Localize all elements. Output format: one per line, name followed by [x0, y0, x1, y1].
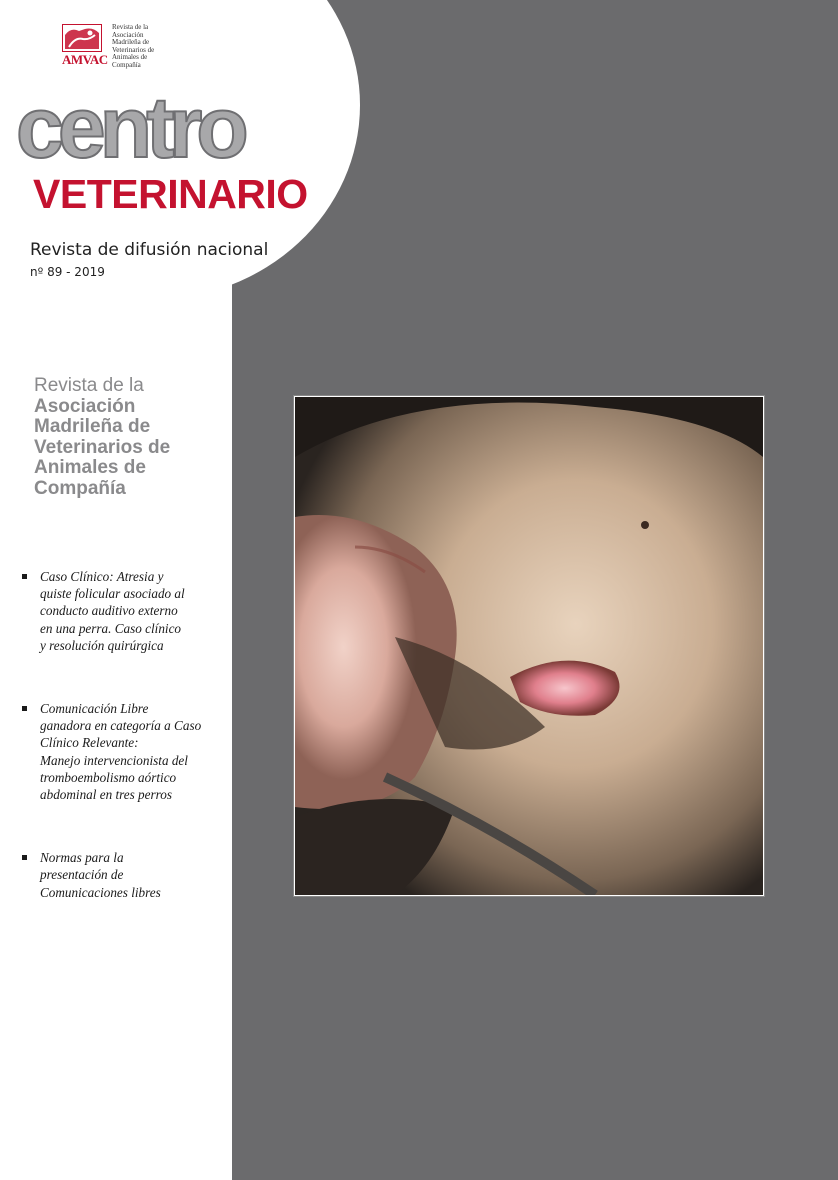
- amvac-logo-text: [112, 24, 182, 69]
- article-list: [22, 568, 232, 901]
- article-line: en una perra. Caso clínico: [40, 620, 182, 636]
- masthead-centro: centro: [16, 80, 243, 176]
- bullet-icon: [22, 855, 27, 860]
- amvac-logo: [62, 24, 172, 68]
- publisher-name-line: Asociación: [34, 395, 136, 417]
- amvac-logo-line: Madrileña de: [112, 38, 150, 46]
- article-line: ganadora en categoría a Caso: [40, 718, 202, 734]
- amvac-logo-line: Asociación: [112, 30, 144, 39]
- article-item: [22, 700, 232, 803]
- bullet-icon: [22, 706, 27, 711]
- publisher-intro: Revista de la: [34, 375, 144, 396]
- amvac-logo-line: Compañía: [112, 60, 141, 69]
- amvac-logo-line: Veterinarios de: [112, 45, 155, 54]
- article-line: Clínico Relevante:: [40, 735, 139, 751]
- bullet-icon: [22, 574, 27, 579]
- article-line: y resolución quirúrgica: [40, 637, 164, 653]
- issue-number: nº 89 - 2019: [30, 265, 105, 279]
- article-item: [22, 568, 232, 654]
- article-line: Manejo intervencionista del: [40, 752, 188, 768]
- article-line: presentación de: [40, 867, 124, 883]
- article-line: Comunicaciones libres: [40, 884, 161, 900]
- amvac-logo-line: Animales de: [112, 53, 148, 61]
- publisher-name-line: Madrileña de: [34, 416, 151, 437]
- article-line: quiste folicular asociado al: [40, 586, 185, 602]
- article-line: abdominal en tres perros: [40, 787, 172, 803]
- ear-canal-photo-icon: [295, 397, 763, 895]
- publisher-name-line: Veterinarios de: [34, 436, 171, 458]
- publisher-name-line: Compañía: [34, 477, 126, 499]
- publisher-name-line: Animales de: [34, 457, 146, 478]
- amvac-emblem-icon: [62, 24, 102, 52]
- article-line: conducto auditivo externo: [40, 603, 178, 619]
- cover-photo: [294, 396, 764, 896]
- publisher-block: [34, 376, 224, 499]
- tagline: Revista de difusión nacional: [30, 240, 269, 260]
- masthead-veterinario: VETERINARIO: [33, 171, 308, 217]
- article-line: tromboembolismo aórtico: [40, 769, 177, 785]
- amvac-logo-line: Revista de la: [112, 23, 149, 31]
- article-line: Comunicación Libre: [40, 701, 149, 717]
- amvac-acronym: AMVAC: [62, 52, 108, 67]
- article-line: Caso Clínico: Atresia y: [40, 569, 164, 584]
- article-line: Normas para la: [40, 850, 124, 866]
- article-item: [22, 849, 232, 901]
